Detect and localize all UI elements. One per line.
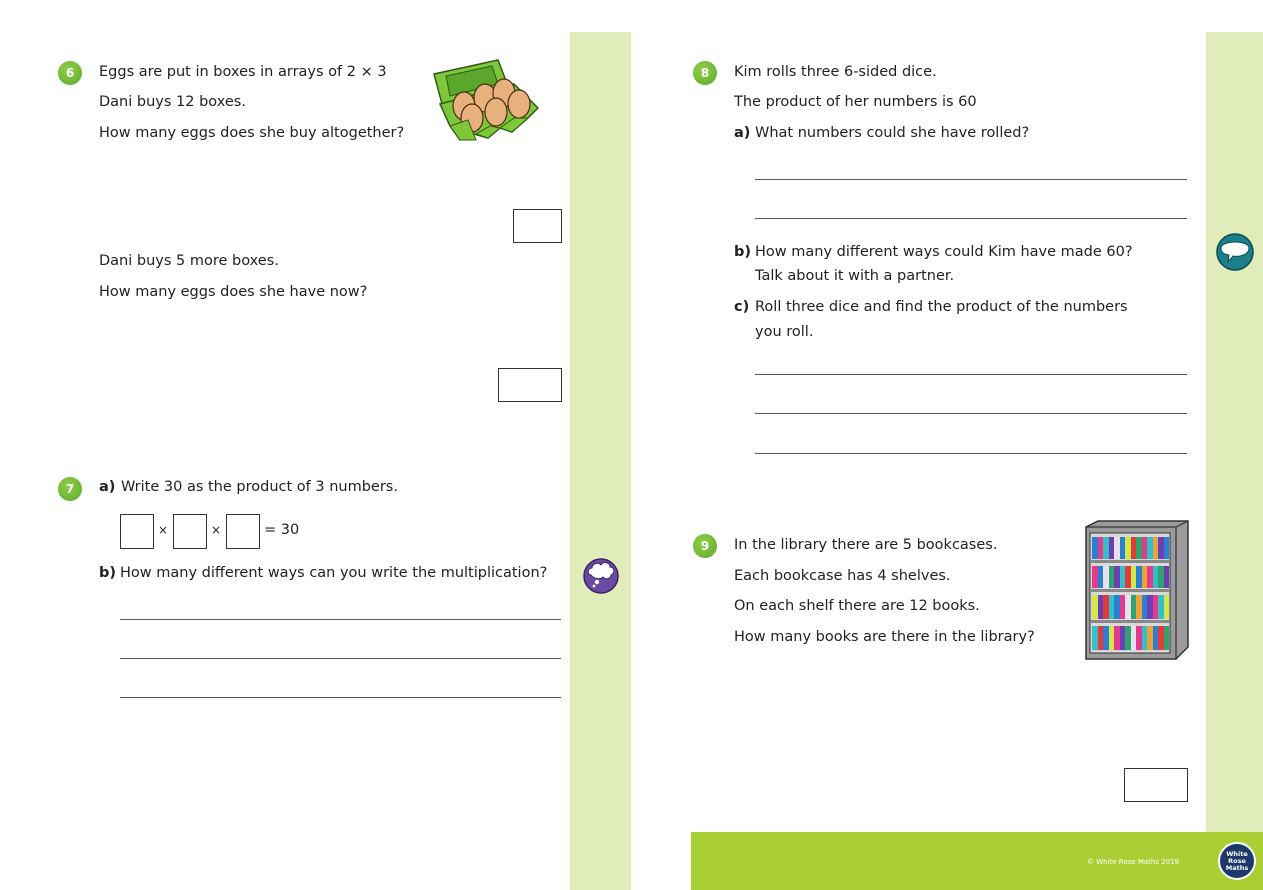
q8-part-c-label: c)	[734, 299, 750, 315]
q7-answer-line-3[interactable]	[120, 697, 561, 698]
white-rose-maths-logo	[1218, 842, 1256, 880]
q8-c-answer-line-2[interactable]	[755, 413, 1187, 414]
q9-line-3: On each shelf there are 12 books.	[734, 598, 980, 614]
question-8-badge: 8	[693, 61, 717, 85]
question-6-badge: 6	[58, 61, 82, 85]
q7-answer-line-1[interactable]	[120, 619, 561, 620]
egg-box-image	[428, 56, 542, 146]
q8-part-c-text-1: Roll three dice and find the product of the numbers	[755, 299, 1128, 315]
q7-part-b-label: b)	[99, 565, 117, 581]
q8-a-answer-line-2[interactable]	[755, 218, 1187, 219]
q7-equals-30: = 30	[264, 522, 300, 538]
q8-part-b-text-1: How many different ways could Kim have made 60?	[755, 244, 1133, 260]
left-page-margin-strip	[570, 32, 631, 890]
thinking-cloud-icon	[582, 555, 620, 595]
q8-line-1: Kim rolls three 6-sided dice.	[734, 64, 937, 80]
q6-line-4: Dani buys 5 more boxes.	[99, 253, 279, 269]
q9-line-4: How many books are there in the library?	[734, 629, 1035, 645]
q6-line-2: Dani buys 12 boxes.	[99, 94, 246, 110]
q9-line-1: In the library there are 5 bookcases.	[734, 537, 998, 553]
speech-bubble-icon	[1215, 232, 1255, 272]
right-page-margin-strip	[1206, 32, 1263, 832]
logo-text-rose: Rose	[1228, 856, 1246, 865]
logo-text-maths: Maths	[1225, 863, 1249, 872]
bookcase-image	[1084, 519, 1190, 661]
q8-c-answer-line-1[interactable]	[755, 374, 1187, 375]
q7-factor-box-2[interactable]	[173, 514, 207, 549]
q7-part-b-text: How many different ways can you write the multiplication?	[120, 565, 548, 581]
q6-answer-box-1[interactable]	[513, 209, 562, 243]
q7-part-a-text: Write 30 as the product of 3 numbers.	[121, 479, 398, 495]
q8-c-answer-line-3[interactable]	[755, 453, 1187, 454]
q7-answer-line-2[interactable]	[120, 658, 561, 659]
q7-times-sign-1: ×	[158, 523, 169, 537]
q8-a-answer-line-1[interactable]	[755, 179, 1187, 180]
q8-part-c-text-2: you roll.	[755, 324, 814, 340]
q9-line-2: Each bookcase has 4 shelves.	[734, 568, 951, 584]
q8-part-a-label: a)	[734, 125, 751, 141]
q6-line-3: How many eggs does she buy altogether?	[99, 125, 405, 141]
q6-answer-box-2[interactable]	[498, 368, 562, 402]
q8-part-a-text: What numbers could she have rolled?	[755, 125, 1030, 141]
q6-line-1: Eggs are put in boxes in arrays of 2 × 3	[99, 64, 387, 80]
q9-answer-box[interactable]	[1124, 768, 1188, 802]
q6-line-5: How many eggs does she have now?	[99, 284, 368, 300]
q8-part-b-text-2: Talk about it with a partner.	[755, 268, 955, 284]
q7-times-sign-2: ×	[211, 523, 222, 537]
q7-factor-box-3[interactable]	[226, 514, 260, 549]
logo-text-white: White	[1226, 849, 1248, 858]
q7-factor-box-1[interactable]	[120, 514, 154, 549]
question-9-badge: 9	[693, 534, 717, 558]
q7-part-a-label: a)	[99, 479, 116, 495]
copyright-text: © White Rose Maths 2019	[1087, 858, 1180, 866]
question-7-badge: 7	[58, 477, 82, 501]
q8-part-b-label: b)	[734, 244, 752, 260]
q8-line-2: The product of her numbers is 60	[734, 94, 977, 110]
